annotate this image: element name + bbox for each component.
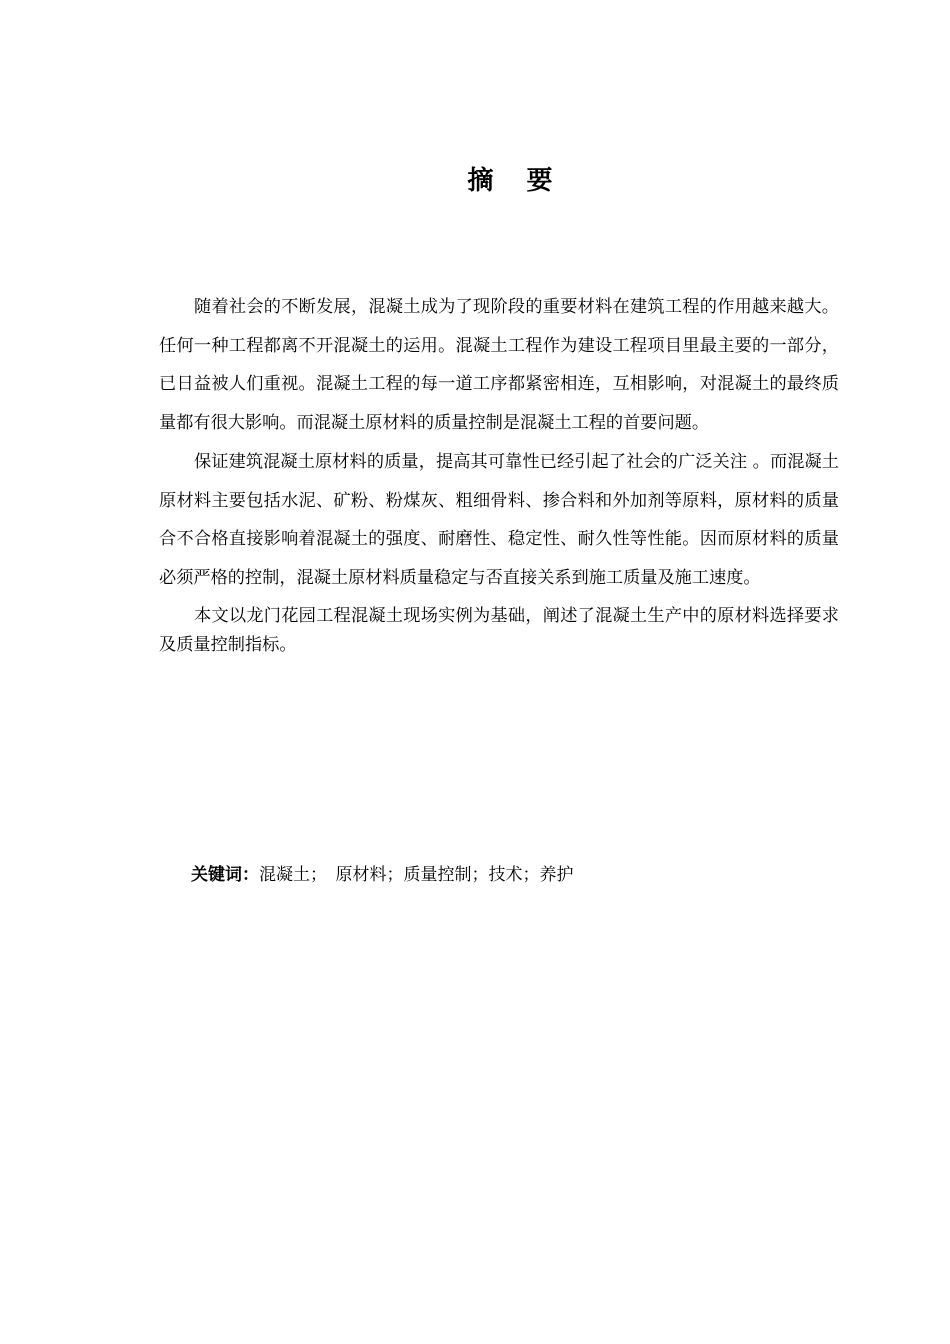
abstract-paragraph-1: 随着社会的不断发展，混凝土成为了现阶段的重要材料在建筑工程的作用越来越大。任何一种工程都离不开混凝土的运用。混凝土工程作为建设工程项目里最主要的一部分，已日益被人们重视。混凝土工程的每一道工序都紧密相连，互相影响，对混凝土的最终质量都有很大影响。而混凝土原材料的质量控制是混凝土工程的首要问题。 (159, 297, 839, 434)
abstract-body (159, 288, 839, 660)
keywords-text: 混凝土； 原材料；质量控制；技术；养护 (259, 865, 574, 885)
keywords-line (191, 862, 574, 888)
abstract-paragraph-2: 保证建筑混凝土原材料的质量，提高其可靠性已经引起了社会的广泛关注 。而混凝土原材料主要包括水泥、矿粉、粉煤灰、粗细骨料、掺合料和外加剂等原料，原材料的质量合不合格直接影响着混凝土的强度、耐磨性、稳定性、耐久性等性能。因而原材料的质量必须严格的控制，混凝土原材料质量稳定与否直接关系到施工质量及施工速度。 (159, 451, 839, 588)
abstract-paragraph-3: 本文以龙门花园工程混凝土现场实例为基础，阐述了混凝土生产中的原材料选择要求及质量控制指标。 (159, 605, 839, 655)
keywords-label: 关键词： (191, 865, 259, 885)
abstract-title: 摘 要 (467, 166, 565, 196)
